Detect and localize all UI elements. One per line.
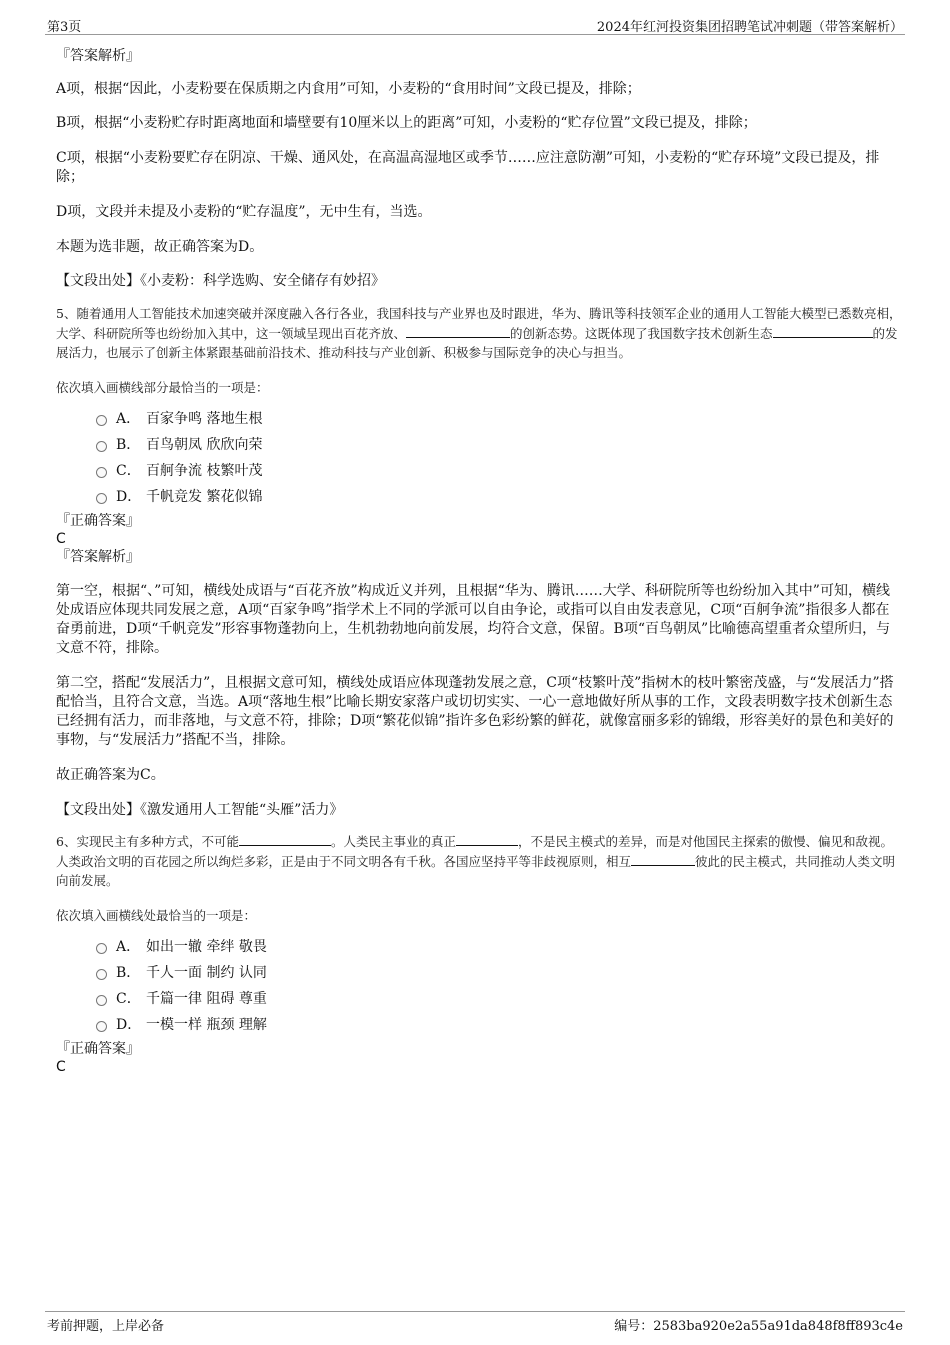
correct-answer-label: 『正确答案』 <box>56 513 140 529</box>
question-prompt: 依次填入画横线处最恰当的一项是： <box>56 907 257 923</box>
fill-blank[interactable] <box>456 833 518 846</box>
page-number: 第3页 <box>47 20 82 35</box>
fill-blank[interactable] <box>239 833 331 846</box>
question-prompt: 依次填入画横线部分最恰当的一项是： <box>56 379 269 395</box>
radio-icon[interactable] <box>96 995 107 1006</box>
conclusion: 故正确答案为C。 <box>56 767 165 783</box>
option-a[interactable]: A． 百家争鸣 落地生根 <box>96 406 902 432</box>
analysis-d: D项，文段并未提及小麦粉的“贮存温度”，无中生有，当选。 <box>56 204 432 220</box>
correct-answer-label: 『正确答案』 <box>56 1041 140 1057</box>
analysis-a: A项，根据“因此，小麦粉要在保质期之内食用”可知，小麦粉的“食用时间”文段已提及，排除； <box>56 81 641 97</box>
footer-slogan: 考前押题，上岸必备 <box>47 1319 165 1334</box>
analysis-label: 『答案解析』 <box>56 48 140 64</box>
source: 【文段出处】《小麦粉：科学选购、安全储存有妙招》 <box>56 273 385 289</box>
option-list <box>96 406 902 510</box>
radio-icon[interactable] <box>96 969 107 980</box>
option-c[interactable]: C． 千篇一律 阻碍 尊重 <box>96 986 902 1012</box>
document-title: 2024年红河投资集团招聘笔试冲刺题（带答案解析） <box>596 20 903 35</box>
page-footer <box>45 1311 905 1334</box>
fill-blank[interactable] <box>406 325 510 338</box>
analysis-label: 『答案解析』 <box>56 549 140 565</box>
analysis-c: C项，根据“小麦粉要贮存在阴凉、干燥、通风处，在高温高湿地区或季节……应注意防潮”可知，小麦粉的“贮存环境”文段已提及，排除； <box>56 150 880 185</box>
option-list <box>96 934 902 1038</box>
radio-icon[interactable] <box>96 441 107 452</box>
radio-icon[interactable] <box>96 467 107 478</box>
conclusion: 本题为选非题，故正确答案为D。 <box>56 239 264 255</box>
analysis-paragraph: 第二空，搭配“发展活力”，且根据文意可知，横线处成语应体现蓬勃发展之意，C项“枝繁叶茂”指树木的枝叶繁密茂盛，与“发展活力”搭配恰当，且符合文意，当选。A项“落地生根”比喻长期安家落户或切切实实、一心一意地做好所从事的工作，文段表明数字技术创新生态已经拥有活力，而非落地，与文意不符，排除；D项“繁花似锦”指许多色彩纷繁的鲜花，就像富丽多彩的锦缎，形容美好的景色和美好的事物，与“发展活力”搭配不当，排除。 <box>56 675 894 748</box>
page-header <box>45 14 905 35</box>
correct-answer: C <box>56 531 66 547</box>
option-c[interactable]: C． 百舸争流 枝繁叶茂 <box>96 458 902 484</box>
document-id: 编号：2583ba920e2a55a91da848f8ff893c4e <box>614 1319 903 1334</box>
correct-answer: C <box>56 1059 66 1075</box>
radio-icon[interactable] <box>96 493 107 504</box>
fill-blank[interactable] <box>631 853 695 866</box>
radio-icon[interactable] <box>96 415 107 426</box>
document-body <box>56 44 902 1076</box>
option-a[interactable]: A． 如出一辙 牵绊 敬畏 <box>96 934 902 960</box>
question-stem: 5、随着通用人工智能技术加速突破并深度融入各行各业，我国科技与产业界也及时跟进，华为、腾讯等科技领军企业的通用人工智能大模型已悉数亮相，大学、科研院所等也纷纷加入其中，这一领域呈现出百花齐放、 的创新态势。这既体现了我国数字技术创新生态 的发展活力，也展示了创新主体紧跟基础前沿技术、推动科技与产业创新、积极参与国际竞争的决心与担当。 <box>56 306 902 360</box>
option-b[interactable]: B． 百鸟朝凤 欣欣向荣 <box>96 432 902 458</box>
option-d[interactable]: D． 一模一样 瓶颈 理解 <box>96 1012 902 1038</box>
analysis-paragraph: 第一空，根据“、”可知，横线处成语与“百花齐放”构成近义并列，且根据“华为、腾讯……大学、科研院所等也纷纷加入其中”可知，横线处成语应体现共同发展之意，A项“百家争鸣”指学术上不同的学派可以自由争论，或指可以自由发表意见，C项“百舸争流”指很多人都在奋勇前进，D项“千帆竞发”形容事物蓬勃向上，生机勃勃地向前发展，均符合文意，保留。B项“百鸟朝凤”比喻德高望重者众望所归，与文意不符，排除。 <box>56 583 891 656</box>
option-b[interactable]: B． 千人一面 制约 认同 <box>96 960 902 986</box>
analysis-b: B项，根据“小麦粉贮存时距离地面和墙壁要有10厘米以上的距离”可知，小麦粉的“贮存位置”文段已提及，排除； <box>56 115 757 131</box>
fill-blank[interactable] <box>773 325 873 338</box>
radio-icon[interactable] <box>96 1021 107 1032</box>
radio-icon[interactable] <box>96 943 107 954</box>
option-d[interactable]: D． 千帆竞发 繁花似锦 <box>96 484 902 510</box>
question-stem: 6、实现民主有多种方式，不可能 。人类民主事业的真正 ，不是民主模式的差异，而是对他国民主探索的傲慢、偏见和敌视。人类政治文明的百花园之所以绚烂多彩，正是由于不同文明各有千秋。各国应坚持平等非歧视原则，相互 彼此的民主模式，共同推动人类文明向前发展。 <box>56 834 896 888</box>
source: 【文段出处】《激发通用人工智能“头雁”活力》 <box>56 802 344 818</box>
